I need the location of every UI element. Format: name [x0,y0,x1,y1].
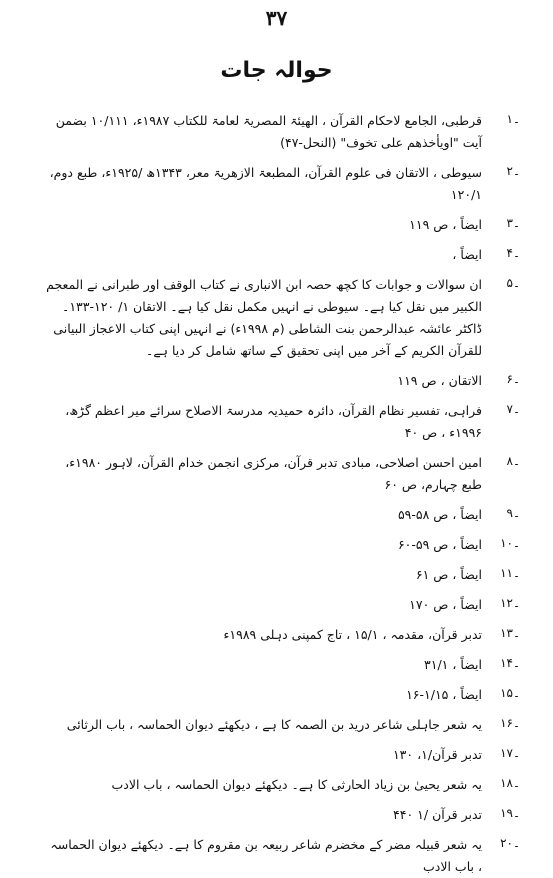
reference-number: ۔۶ [506,372,520,386]
reference-text: امین احسن اصلاحی، مبادی تدبر قرآن، مرکزی انجمن خدام القرآن، لاہور ۱۹۸۰ء، طبع چہارم، ص ۶۰ [65,455,482,492]
reference-text: ایضاً ، ص ۶۱ [415,567,482,582]
reference-text: ایضاً ، ص ۵۸-۵۹ [397,507,482,522]
reference-number: ۔۲۰ [500,836,520,850]
reference-number: ۔۱۰ [500,536,520,550]
reference-text: ایضاً ، ص ۵۹-۶۰ [397,537,482,552]
reference-text: سیوطی ، الاتقان فی علوم القرآن، المطبعۃ الازھریۃ معر، ۱۳۴۳ھ /۱۹۲۵ء، طبع دوم، ۱۲۰/۱ [49,165,482,202]
reference-list [40,110,520,878]
reference-item [40,110,520,154]
reference-number: ۔۵ [506,276,520,290]
reference-item [40,804,520,826]
reference-item [40,654,520,676]
reference-text: ان سوالات و جوابات کا کچھ حصہ ابن الانباری نے کتاب الوقف اور طبرانی نے المعجم الکبیر میں نقل کیا ہے۔ سیوطی نے انہیں مکمل نقل کیا ہے۔ الاتقان ۱/ ۱۲۰-۱۳۳۔ ڈاکٹر عائشہ عبدالرحمن بنت الشاطی (م ۱۹۹۸ء) نے انہیں اپنی کتاب الاعجاز البیانی للقرآن الکریم کے آخر میں اپنی تحقیق کے ساتھ شامل کر دیا ہے۔ [46,277,482,358]
reference-item [40,774,520,796]
reference-item [40,624,520,646]
reference-number: ۔۱۸ [500,776,520,790]
reference-item [40,162,520,206]
page-number: ۳۷ [265,6,288,30]
reference-item [40,400,520,444]
reference-number: ۔۱۵ [500,686,520,700]
reference-text: فراہی، تفسیر نظام القرآن، دائرہ حمیدیہ مدرسۃ الاصلاح سرائے میر اعظم گڑھ، ۱۹۹۶ء ، ص ۴۰ [65,403,482,440]
reference-number: ۔۱۱ [500,566,520,580]
reference-text: قرطبی، الجامع لاحکام القرآن ، الھیئۃ المصریۃ لعامۃ للکتاب ۱۹۸۷ء، ۱۰/۱۱۱ بضمن آیت "اویأخذھم علی تخوف" (النحل-۴۷) [55,113,482,150]
reference-number: ۔۸ [506,454,520,468]
reference-item [40,744,520,766]
reference-number: ۔۱۷ [500,746,520,760]
reference-text: تدبر قرآن/۱، ۱۳۰ [392,747,482,762]
reference-number: ۔۷ [506,402,520,416]
reference-text: یہ شعر یحییٰ بن زیاد الحارثی کا ہے۔ دیکھئے دیوان الحماسہ ، باب الادب [111,777,482,792]
reference-text: الاتقان ، ص ۱۱۹ [397,373,482,388]
reference-item [40,452,520,496]
reference-number: ۔۱۳ [500,626,520,640]
reference-text: یہ شعر قبیلہ مضر کے مخضرم شاعر ربیعہ بن مقروم کا ہے۔ دیکھئے دیوان الحماسہ ، باب الادب [50,837,482,874]
reference-number: ۔۱۶ [500,716,520,730]
reference-text: تدبر قرآن /۱ ۴۴۰ [393,807,482,822]
reference-number: ۔٢ [506,164,520,178]
reference-text: ایضاً ، ۱/۱۵-۱۶ [406,687,482,702]
reference-text: یہ شعر جاہلی شاعر درید بن الصمہ کا ہے ، دیکھئے دیوان الحماسہ ، باب الرثائی [66,717,482,732]
reference-number: ۔۴ [506,246,520,260]
reference-number: ۔۱۴ [500,656,520,670]
reference-item [40,684,520,706]
reference-item [40,244,520,266]
reference-number: ۔١ [506,112,520,126]
reference-item [40,594,520,616]
reference-number: ۔٣ [506,216,520,230]
reference-item [40,504,520,526]
reference-item [40,534,520,556]
reference-text: ایضاً ، [452,247,482,262]
reference-text: تدبر قرآن، مقدمہ ، ۱۵/۱ ، تاج کمپنی دہلی ۱۹۸۹ء [223,627,482,642]
reference-text: ایضاً ، ص ۱۱۹ [409,217,482,232]
reference-item [40,834,520,878]
reference-number: ۔۱۲ [500,596,520,610]
page-title: حوالہ جات [220,58,333,83]
reference-item [40,274,520,362]
reference-item [40,714,520,736]
reference-number: ۔۱۹ [500,806,520,820]
reference-item [40,370,520,392]
reference-item [40,214,520,236]
reference-text: ایضاً ، ۳۱/۱ [424,657,482,672]
reference-item [40,564,520,586]
reference-number: ۔۹ [506,506,520,520]
reference-text: ایضاً ، ص ۱۷۰ [409,597,482,612]
